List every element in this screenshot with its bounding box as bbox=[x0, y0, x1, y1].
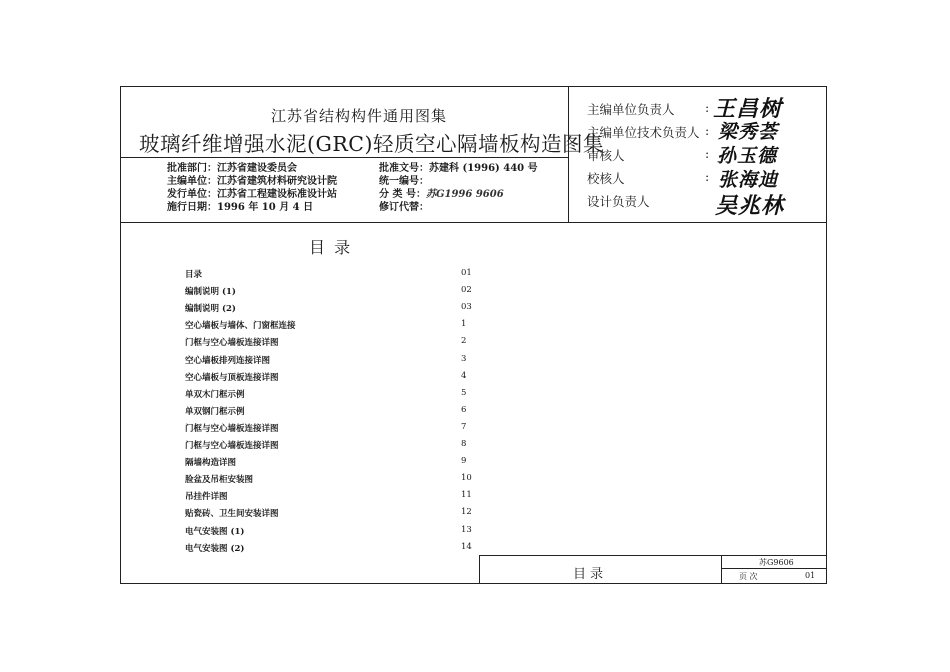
signature-role: 主编单位负责人 bbox=[587, 102, 675, 117]
toc-item-page: 10 bbox=[461, 473, 472, 484]
toc-item-title: 门框与空心墙板连接详图 bbox=[185, 441, 279, 451]
atlas-title: 玻璃纤维增强水泥(GRC)轻质空心隔墙板构造图集 bbox=[139, 132, 604, 156]
titleblock-page-label: 页 次 bbox=[739, 572, 758, 581]
toc-item-page: 8 bbox=[461, 439, 467, 449]
signature-name: 梁秀荟 bbox=[718, 121, 779, 143]
meta-row: 批准部门：江苏省建设委员会 bbox=[167, 163, 297, 174]
meta-right bbox=[379, 162, 538, 214]
titleblock-code: 苏G9606 bbox=[759, 558, 794, 567]
signature-name: 吴兆林 bbox=[715, 193, 785, 219]
meta-row: 统一编号： bbox=[379, 176, 429, 187]
signature-name: 孙玉德 bbox=[717, 145, 778, 167]
meta-row: 修订代替： bbox=[379, 202, 429, 213]
toc-item-title: 门框与空心墙板连接详图 bbox=[185, 423, 279, 434]
toc-item-page: 5 bbox=[461, 387, 467, 398]
toc-item-page: 6 bbox=[461, 404, 467, 415]
signature-role: 主编单位技术负责人 bbox=[587, 125, 700, 140]
toc-item-title: 电气安装图 (2) bbox=[185, 543, 245, 554]
titleblock-mid-line bbox=[721, 555, 722, 583]
toc-item-title: 隔墙构造详图 bbox=[185, 458, 237, 469]
toc-item-page: 13 bbox=[461, 524, 472, 535]
meta-row: 主编单位：江苏省建筑材料研究设计院 bbox=[167, 176, 337, 187]
toc-item-title: 门框与空心墙板连接详图 bbox=[185, 338, 279, 349]
drawing-sheet bbox=[120, 86, 827, 584]
titleblock-page: 01 bbox=[805, 571, 816, 580]
signature-role: 审核人 bbox=[587, 148, 625, 163]
toc-item-title: 电气安装图 (1) bbox=[185, 526, 245, 537]
signature-colon: : bbox=[705, 146, 710, 161]
toc-item-page: 1 bbox=[461, 319, 467, 330]
meta-row: 分 类 号：苏G1996 9606 bbox=[379, 189, 504, 200]
atlas-series: 江苏省结构构件通用图集 bbox=[271, 107, 448, 125]
toc-item-page: 7 bbox=[461, 421, 467, 432]
toc-item-title: 空心墙板排列连接详图 bbox=[185, 355, 271, 366]
toc-item-page: 12 bbox=[461, 507, 472, 518]
toc-item-page: 9 bbox=[461, 456, 467, 467]
toc-item-title: 编制说明 (2) bbox=[185, 304, 236, 315]
toc-item-title: 吊挂件详图 bbox=[185, 492, 228, 503]
toc-item-title: 空心墙板与顶板连接详图 bbox=[185, 372, 279, 383]
toc-item-title: 单双木门框示例 bbox=[185, 389, 245, 400]
titleblock-title: 目 录 bbox=[573, 567, 604, 582]
signature-role: 设计负责人 bbox=[587, 194, 650, 209]
meta-row: 批准文号：苏建科 (1996) 440 号 bbox=[379, 163, 538, 174]
header-divider-middle bbox=[121, 157, 568, 158]
toc-item-title: 脸盆及吊柜安装图 bbox=[185, 475, 254, 486]
toc-item-title: 目录 bbox=[185, 270, 203, 280]
toc-heading: 目 录 bbox=[309, 238, 353, 257]
toc-item-title: 空心墙板与墙体、门窗框连接 bbox=[185, 321, 296, 332]
toc-item-page: 03 bbox=[461, 302, 472, 313]
meta-row: 施行日期：1996 年 10 月 4 日 bbox=[167, 202, 314, 213]
signature-name: 王昌树 bbox=[713, 96, 783, 122]
signature-colon: : bbox=[705, 169, 710, 184]
signature-name: 张海迪 bbox=[718, 169, 779, 191]
toc-item-page: 02 bbox=[461, 285, 472, 296]
toc-item-page: 4 bbox=[461, 370, 467, 381]
signature-colon: : bbox=[705, 100, 710, 115]
meta-left bbox=[167, 162, 337, 214]
toc-item-page: 11 bbox=[461, 490, 472, 501]
header-divider-bottom bbox=[121, 222, 826, 223]
meta-row: 发行单位：江苏省工程建设标准设计站 bbox=[167, 189, 337, 200]
toc-item-title: 单双钢门框示例 bbox=[185, 406, 245, 417]
toc-item-page: 01 bbox=[461, 268, 472, 278]
toc-item-page: 3 bbox=[461, 353, 467, 364]
titleblock-split-line bbox=[721, 568, 826, 569]
toc-item-title: 编制说明 (1) bbox=[185, 287, 236, 298]
signature-role: 校核人 bbox=[587, 171, 625, 186]
toc-item-page: 14 bbox=[461, 541, 472, 552]
signature-colon: : bbox=[705, 123, 710, 138]
toc-item-title: 贴瓷砖、卫生间安装详图 bbox=[185, 509, 279, 520]
titleblock-left-line bbox=[479, 555, 480, 583]
titleblock-top-line bbox=[479, 555, 826, 556]
toc-item-page: 2 bbox=[461, 336, 467, 347]
